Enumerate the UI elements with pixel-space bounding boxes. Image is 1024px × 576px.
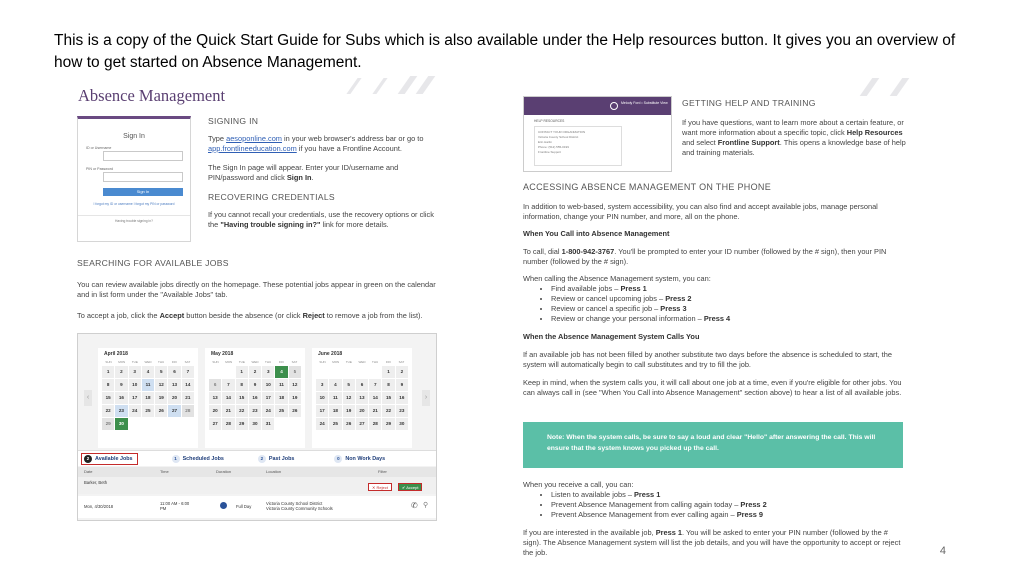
calendar-day: 13	[356, 392, 368, 404]
calendar-day: 6	[356, 379, 368, 391]
day-headers	[102, 360, 194, 364]
calendar-day: 16	[115, 392, 127, 404]
decorative-stripe	[890, 78, 910, 96]
calendar-day	[275, 418, 287, 430]
sign-in-button: Sign In	[103, 188, 183, 196]
system-calls-subheading: When the Absence Management System Calls You	[523, 332, 700, 341]
phone-p2: To call, dial 1-800-942-3767. You'll be prompted to enter your ID number (followed by the # sign), then your PIN number (followed by the # sign).	[523, 247, 887, 266]
recovery-links: I forgot my ID or username I forgot my PIN or password	[93, 202, 175, 206]
calendar-day: 8	[236, 379, 248, 391]
accept-button: ✔ Accept	[398, 483, 422, 491]
calendar-day: 13	[209, 392, 221, 404]
recovering-heading: RECOVERING CREDENTIALS	[208, 192, 335, 202]
decorative-stripe	[860, 78, 880, 96]
calendar-day: 4	[275, 366, 287, 378]
calendar-screenshot	[77, 333, 437, 521]
calendar-day: 26	[155, 405, 167, 417]
calendar-day: 6	[168, 366, 180, 378]
calendar-day: 31	[262, 418, 274, 430]
tab-past-jobs: 2 Past Jobs	[258, 455, 294, 463]
day-header: TUE	[345, 360, 352, 364]
list-item: • Listen to available jobs – Press 1	[551, 490, 905, 500]
calendar-day: 12	[343, 392, 355, 404]
id-label: ID or Username	[86, 146, 112, 150]
calendar-day: 19	[289, 392, 301, 404]
help-icon	[610, 102, 618, 110]
day-header: THU	[158, 360, 165, 364]
calendar-day	[142, 418, 154, 430]
phone-icon: ✆	[411, 501, 418, 510]
day-header: SAT	[184, 360, 191, 364]
calendar-day: 10	[316, 392, 328, 404]
phone-p5: Keep in mind, when the system calls you, it will call about one job at a time, even if you're eligible for other jobs. You can always call in (see "When You Call into Absence Management" section above) to hear a list of all available jobs.	[523, 378, 902, 397]
calendar-day: 24	[129, 405, 141, 417]
frontline-link[interactable]: app.frontlineeducation.com	[208, 144, 297, 153]
calendar-day: 3	[262, 366, 274, 378]
list-item: • Prevent Absence Management from ever calling again – Press 9	[551, 510, 905, 520]
month-calendar	[312, 348, 412, 448]
calendar-day: 2	[396, 366, 408, 378]
calendar-day: 4	[329, 379, 341, 391]
calendar-day: 26	[289, 405, 301, 417]
day-grid	[209, 366, 301, 430]
list-item: • Find available jobs – Press 1	[551, 284, 905, 294]
calendar-day: 24	[262, 405, 274, 417]
id-field	[103, 151, 183, 161]
calendar-day: 29	[236, 418, 248, 430]
day-header: FRI	[278, 360, 284, 364]
calendar-day: 26	[343, 418, 355, 430]
day-header: MON	[332, 360, 340, 364]
calendar-day: 3	[316, 379, 328, 391]
calendar-day: 20	[168, 392, 180, 404]
calendar-day: 12	[155, 379, 167, 391]
calendar-day: 14	[182, 379, 194, 391]
sign-in-title: Sign In	[123, 133, 145, 140]
calendar-day: 18	[275, 392, 287, 404]
day-header: TUE	[131, 360, 138, 364]
calendar-day: 1	[382, 366, 394, 378]
month-calendar	[98, 348, 198, 448]
calendar-day: 11	[329, 392, 341, 404]
day-header: TUE	[238, 360, 245, 364]
app-header-bar	[524, 97, 671, 115]
calendar-day: 23	[396, 405, 408, 417]
day-header: MON	[118, 360, 126, 364]
calendar-day: 22	[382, 405, 394, 417]
calendar-day	[316, 366, 328, 378]
day-header: SAT	[291, 360, 298, 364]
month-calendar	[205, 348, 305, 448]
phone-heading: ACCESSING ABSENCE MANAGEMENT ON THE PHONE	[523, 182, 772, 192]
calendar-day: 10	[262, 379, 274, 391]
calendar-day	[343, 366, 355, 378]
signing-in-section	[208, 116, 436, 230]
calendar-day: 30	[249, 418, 261, 430]
calendar-day: 14	[369, 392, 381, 404]
calendar-day: 3	[129, 366, 141, 378]
calendar-day: 15	[236, 392, 248, 404]
user-label: Melody Ford • Substitute View	[621, 101, 668, 105]
calendar-day: 16	[396, 392, 408, 404]
map-pin-icon: ⚲	[423, 502, 429, 509]
decorative-stripe	[416, 76, 436, 94]
calendar-day: 7	[369, 379, 381, 391]
tab-available-jobs: 2 Available Jobs	[81, 453, 138, 465]
calendar-day: 5	[343, 379, 355, 391]
calendar-day: 7	[222, 379, 234, 391]
day-headers	[209, 360, 301, 364]
calendar-day: 7	[182, 366, 194, 378]
calendar-day: 27	[356, 418, 368, 430]
calendar-day	[329, 366, 341, 378]
day-header: WED	[251, 360, 259, 364]
calendar-day: 11	[142, 379, 154, 391]
calendar-day: 19	[155, 392, 167, 404]
calendar-day: 23	[249, 405, 261, 417]
receive-options-list	[523, 490, 905, 520]
list-item: • Review or cancel upcoming jobs – Press 2	[551, 294, 905, 304]
day-grid	[102, 366, 194, 430]
calendar-day: 4	[142, 366, 154, 378]
day-header: SUN	[212, 360, 219, 364]
decorative-stripe	[398, 76, 418, 94]
getting-help-paragraph: If you have questions, want to learn more about a certain feature, or want more information about a specific topic, click Help Resources and select Frontline Support. This opens a knowledge base of help and training materials.	[682, 118, 906, 157]
calendar-day: 18	[329, 405, 341, 417]
calendar-day: 15	[102, 392, 114, 404]
aesop-link[interactable]: aesoponline.com	[226, 134, 282, 143]
calendar-day: 5	[155, 366, 167, 378]
searching-p2: To accept a job, click the Accept button beside the absence (or click Reject to remove a job from the list).	[77, 311, 423, 320]
calendar-day: 17	[262, 392, 274, 404]
calendar-day: 28	[369, 418, 381, 430]
list-item: • Review or cancel a specific job – Press 3	[551, 304, 905, 314]
calendar-day	[182, 418, 194, 430]
calendar-day: 24	[316, 418, 328, 430]
calendar-day: 28	[222, 418, 234, 430]
signing-in-heading: SIGNING IN	[208, 116, 259, 126]
call-options-list	[523, 284, 905, 324]
searching-heading: SEARCHING FOR AVAILABLE JOBS	[77, 258, 229, 268]
calendar-day: 17	[316, 405, 328, 417]
month-title: May 2018	[211, 351, 234, 357]
calendar-day: 16	[249, 392, 261, 404]
phone-p1: In addition to web-based, system accessibility, you can also find and accept available jobs, manage personal information, change your PIN number, and more, all on the phone.	[523, 202, 878, 221]
phone-p4: If an available job has not been filled by another substitute two days before the absence is scheduled to start, the system will automatically begin to call substitutes and try to fill the job.	[523, 350, 892, 369]
calendar-day	[289, 418, 301, 430]
calendar-day: 8	[102, 379, 114, 391]
info-icon	[220, 502, 227, 509]
calendar-day	[168, 418, 180, 430]
receive-call-section	[523, 480, 905, 558]
calendar-day: 2	[115, 366, 127, 378]
calendar-day: 23	[115, 405, 127, 417]
calendar-day: 19	[343, 405, 355, 417]
reject-button: ✕ Reject	[368, 483, 392, 491]
help-resources-box: CONTACT YOUR ORGANIZATION Victoria County School District Erin Harlin Phone: (512) 555-0199 Frontline Support	[534, 126, 622, 166]
calendar-day: 8	[382, 379, 394, 391]
calendar-day: 28	[182, 405, 194, 417]
page-number: 4	[939, 545, 946, 557]
intro-text: This is a copy of the Quick Start Guide for Subs which is also available under the Help resources button. It gives you an overview of how to get started on Absence Management.	[54, 32, 956, 71]
getting-help-heading: GETTING HELP AND TRAINING	[682, 98, 816, 108]
calendar-day	[129, 418, 141, 430]
calendar-day: 29	[382, 418, 394, 430]
job-row: Mon, 4/30/2018 11:00 AM - 6:00 PM Full Day Victoria County School District Victoria County Community Schools ✆ ⚲	[78, 496, 436, 518]
calendar-day: 29	[102, 418, 114, 430]
phone-p7: If you are interested in the available job, Press 1. You will be asked to enter your PIN number (followed by the # sign). The Absence Management system will list the job details, and you will have the opportunity to accept or reject the job.	[523, 528, 901, 557]
day-grid	[316, 366, 408, 430]
jobs-table-header: Date Time Duration Location Filter	[78, 467, 436, 477]
decorative-stripe	[346, 78, 361, 94]
day-header: MON	[225, 360, 233, 364]
calendar-day: 15	[382, 392, 394, 404]
calendar-day: 17	[129, 392, 141, 404]
calendar-day: 13	[168, 379, 180, 391]
calendar-day: 5	[289, 366, 301, 378]
help-resources-screenshot	[523, 96, 672, 172]
calendar-day: 14	[222, 392, 234, 404]
phone-p6: When you receive a call, you can:	[523, 480, 634, 489]
next-month-arrow: ›	[422, 390, 430, 406]
calendar-day: 27	[209, 418, 221, 430]
tab-scheduled-jobs: 1 Scheduled Jobs	[172, 455, 224, 463]
calendar-day: 22	[236, 405, 248, 417]
calendar-day	[209, 366, 221, 378]
list-item: • Prevent Absence Management from calling again today – Press 2	[551, 500, 905, 510]
phone-p3: When calling the Absence Management system, you can:	[523, 274, 711, 283]
calendar-day: 22	[102, 405, 114, 417]
calendar-day	[356, 366, 368, 378]
calendar-day: 11	[275, 379, 287, 391]
tab-non-work-days: 0 Non Work Days	[334, 455, 385, 463]
calendar-day: 10	[129, 379, 141, 391]
help-resources-title: HELP RESOURCES	[534, 119, 565, 123]
signing-in-p2: The Sign In page will appear. Enter your ID/username and PIN/password and click Sign In.	[208, 163, 399, 182]
calendar-day: 9	[115, 379, 127, 391]
calendar-day: 12	[289, 379, 301, 391]
calendar-day: 2	[249, 366, 261, 378]
note-callout: Note: When the system calls, be sure to say a loud and clear "Hello" after answering the call. This will ensure that the system knows you picked up the call.	[523, 422, 903, 468]
calendar-day	[155, 418, 167, 430]
calendar-day: 21	[369, 405, 381, 417]
day-header: SAT	[398, 360, 405, 364]
month-title: April 2018	[104, 351, 128, 357]
job-row-header: Barker, Beth ✕ Reject ✔ Accept	[78, 477, 436, 494]
day-header: SUN	[319, 360, 326, 364]
calendar-day: 9	[396, 379, 408, 391]
list-item: • Review or change your personal information – Press 4	[551, 314, 905, 324]
day-header: FRI	[171, 360, 177, 364]
calendar-day: 30	[396, 418, 408, 430]
calendar-day: 25	[142, 405, 154, 417]
prev-month-arrow: ‹	[84, 390, 92, 406]
calendar-day: 21	[182, 392, 194, 404]
call-in-subheading: When You Call into Absence Management	[523, 229, 670, 238]
day-header: WED	[358, 360, 366, 364]
day-header: FRI	[385, 360, 391, 364]
calendar-day: 27	[168, 405, 180, 417]
calendar-day: 1	[102, 366, 114, 378]
calendar-day: 30	[115, 418, 127, 430]
calendar-day	[369, 366, 381, 378]
calendar-day: 21	[222, 405, 234, 417]
calendar-day: 6	[209, 379, 221, 391]
getting-help-section	[682, 98, 907, 158]
calendar-day: 20	[209, 405, 221, 417]
searching-section	[77, 258, 439, 321]
day-header: THU	[265, 360, 272, 364]
pin-field	[103, 172, 183, 182]
absence-management-title: Absence Management	[78, 86, 226, 105]
day-header: SUN	[105, 360, 112, 364]
sign-in-screenshot	[77, 116, 191, 242]
searching-p1: You can review available jobs directly on the homepage. These potential jobs appear in green on the calendar and in list form under the "Available Jobs" tab.	[77, 280, 436, 299]
calendar-day: 1	[236, 366, 248, 378]
calendar-day: 9	[249, 379, 261, 391]
calendar-day: 25	[275, 405, 287, 417]
decorative-stripe	[372, 78, 387, 94]
pin-label: PIN or Password	[86, 167, 113, 171]
day-header: WED	[144, 360, 152, 364]
day-headers	[316, 360, 408, 364]
recovering-paragraph: If you cannot recall your credentials, use the recovery options or click the "Having trouble signing in?" link for more details.	[208, 210, 434, 229]
phone-section	[523, 182, 905, 398]
calendar-day: 18	[142, 392, 154, 404]
job-tabs	[78, 450, 436, 466]
calendar-day	[222, 366, 234, 378]
day-header: THU	[372, 360, 379, 364]
trouble-link: Having trouble signing in?	[78, 215, 190, 223]
calendar-day: 20	[356, 405, 368, 417]
filter-icon: Filter	[378, 469, 387, 474]
calendar-day: 25	[329, 418, 341, 430]
signing-in-p1: Type aesoponline.com in your web browser's address bar or go to app.frontlineeducation.com if you have a Frontline Account.	[208, 134, 424, 153]
month-title: June 2018	[318, 351, 343, 357]
